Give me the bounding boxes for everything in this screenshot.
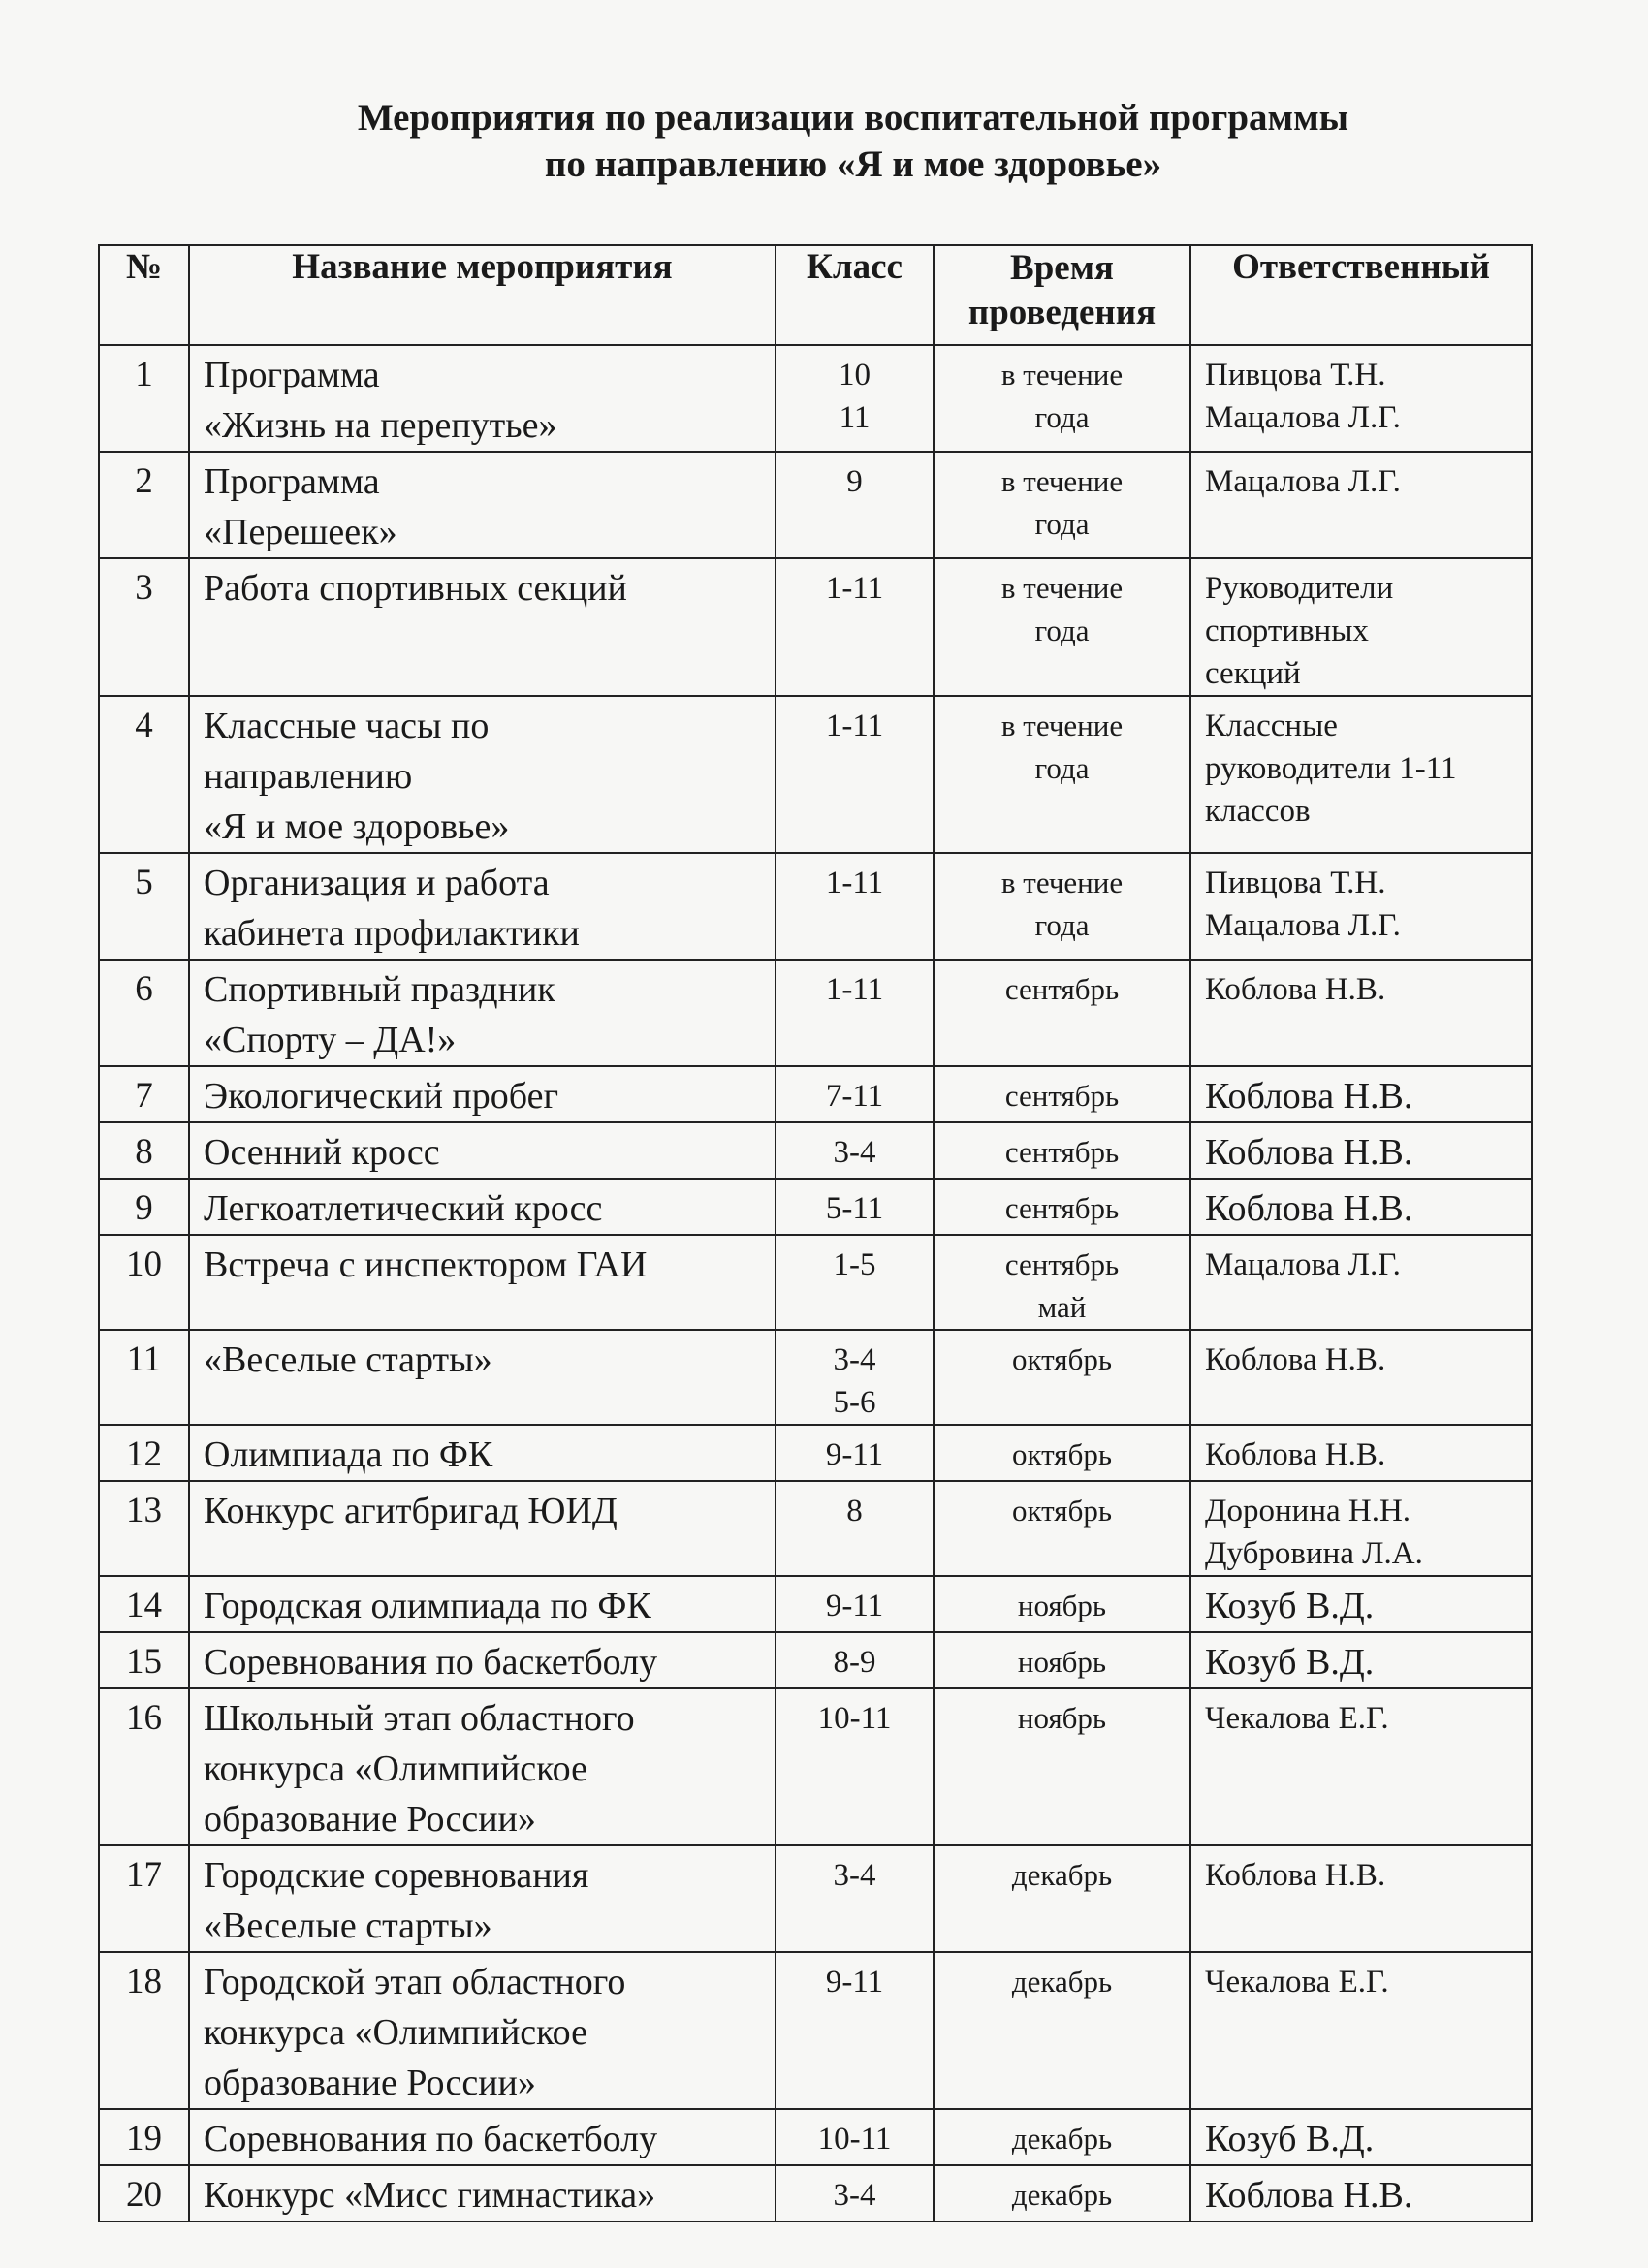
table-row [99,345,1532,452]
event-name: Встреча с инспектором ГАИ [189,1235,776,1330]
event-responsible: Пивцова Т.Н. Мацалова Л.Г. [1190,345,1532,452]
event-responsible: Коблова Н.В. [1190,1179,1532,1235]
table-row [99,696,1532,853]
event-responsible: Пивцова Т.Н. Мацалова Л.Г. [1190,853,1532,960]
event-name: Программа «Перешеек» [189,452,776,558]
header-class: Класс [776,245,934,345]
event-responsible: Коблова Н.В. [1190,2165,1532,2221]
event-name: Классные часы по направлению «Я и мое здоровье» [189,696,776,853]
event-time: в течение года [934,558,1190,696]
event-time: октябрь [934,1481,1190,1576]
row-number: 17 [99,1845,189,1952]
event-class: 3-4 [776,2165,934,2221]
row-number: 16 [99,1688,189,1845]
event-class: 3-4 5-6 [776,1330,934,1425]
event-name: Осенний кросс [189,1122,776,1179]
event-time: декабрь [934,1952,1190,2109]
event-class: 10-11 [776,2109,934,2165]
document-title [0,95,1648,188]
event-responsible: Козуб В.Д. [1190,1576,1532,1632]
event-responsible: Коблова Н.В. [1190,960,1532,1066]
row-number: 5 [99,853,189,960]
event-class: 7-11 [776,1066,934,1122]
event-responsible: Чекалова Е.Г. [1190,1688,1532,1845]
event-responsible: Мацалова Л.Г. [1190,1235,1532,1330]
row-number: 13 [99,1481,189,1576]
table-row [99,1952,1532,2109]
event-time: в течение года [934,853,1190,960]
title-line-1: Мероприятия по реализации воспитательной программы [357,97,1349,139]
event-name: «Веселые старты» [189,1330,776,1425]
row-number: 2 [99,452,189,558]
table-row [99,1481,1532,1576]
table-row [99,1235,1532,1330]
event-class: 1-11 [776,558,934,696]
table-row [99,1066,1532,1122]
event-class: 1-11 [776,853,934,960]
event-responsible: Классные руководители 1-11 классов [1190,696,1532,853]
table-row [99,1179,1532,1235]
row-number: 8 [99,1122,189,1179]
table-body [99,345,1532,2221]
event-time: в течение года [934,452,1190,558]
table-row [99,1122,1532,1179]
header-time: Время проведения [934,245,1190,345]
event-class: 5-11 [776,1179,934,1235]
table-row [99,1845,1532,1952]
event-class: 3-4 [776,1122,934,1179]
event-time: сентябрь [934,1066,1190,1122]
row-number: 1 [99,345,189,452]
table-row [99,2109,1532,2165]
event-responsible: Козуб В.Д. [1190,2109,1532,2165]
table-row [99,1425,1532,1481]
event-name: Экологический пробег [189,1066,776,1122]
table-row [99,1330,1532,1425]
event-name: Конкурс «Мисс гимнастика» [189,2165,776,2221]
table-row [99,1576,1532,1632]
header-row [99,245,1532,345]
event-name: Городская олимпиада по ФК [189,1576,776,1632]
event-time: октябрь [934,1330,1190,1425]
event-time: октябрь [934,1425,1190,1481]
table-row [99,1688,1532,1845]
event-name: Городской этап областного конкурса «Олимпийское образование России» [189,1952,776,2109]
event-time: ноябрь [934,1688,1190,1845]
row-number: 12 [99,1425,189,1481]
event-class: 9 [776,452,934,558]
row-number: 18 [99,1952,189,2109]
event-name: Спортивный праздник «Спорту – ДА!» [189,960,776,1066]
event-name: Организация и работа кабинета профилактики [189,853,776,960]
event-name: Легкоатлетический кросс [189,1179,776,1235]
event-class: 8-9 [776,1632,934,1688]
event-responsible: Козуб В.Д. [1190,1632,1532,1688]
event-name: Конкурс агитбригад ЮИД [189,1481,776,1576]
event-time: ноябрь [934,1632,1190,1688]
event-class: 1-11 [776,960,934,1066]
event-time: сентябрь [934,1122,1190,1179]
event-name: Работа спортивных секций [189,558,776,696]
event-class: 9-11 [776,1952,934,2109]
event-class: 10 11 [776,345,934,452]
table-row [99,452,1532,558]
header-number: № [99,245,189,345]
row-number: 9 [99,1179,189,1235]
event-responsible: Чекалова Е.Г. [1190,1952,1532,2109]
event-responsible: Коблова Н.В. [1190,1845,1532,1952]
event-time: в течение года [934,696,1190,853]
row-number: 3 [99,558,189,696]
row-number: 6 [99,960,189,1066]
row-number: 11 [99,1330,189,1425]
event-name: Городские соревнования «Веселые старты» [189,1845,776,1952]
event-responsible: Руководители спортивных секций [1190,558,1532,696]
event-name: Соревнования по баскетболу [189,1632,776,1688]
event-responsible: Доронина Н.Н. Дубровина Л.А. [1190,1481,1532,1576]
event-responsible: Мацалова Л.Г. [1190,452,1532,558]
event-time: сентябрь [934,960,1190,1066]
table-row [99,853,1532,960]
event-responsible: Коблова Н.В. [1190,1122,1532,1179]
row-number: 10 [99,1235,189,1330]
event-time: декабрь [934,1845,1190,1952]
header-responsible: Ответственный [1190,245,1532,345]
event-responsible: Коблова Н.В. [1190,1330,1532,1425]
title-line-2: по направлению «Я и мое здоровье» [544,143,1162,185]
table-row [99,2165,1532,2221]
row-number: 20 [99,2165,189,2221]
table-row [99,960,1532,1066]
event-class: 1-5 [776,1235,934,1330]
row-number: 7 [99,1066,189,1122]
event-responsible: Коблова Н.В. [1190,1425,1532,1481]
row-number: 15 [99,1632,189,1688]
event-class: 9-11 [776,1425,934,1481]
event-time: декабрь [934,2165,1190,2221]
event-class: 8 [776,1481,934,1576]
event-class: 1-11 [776,696,934,853]
event-responsible: Коблова Н.В. [1190,1066,1532,1122]
event-time: декабрь [934,2109,1190,2165]
events-table [98,244,1533,2222]
event-name: Олимпиада по ФК [189,1425,776,1481]
event-class: 10-11 [776,1688,934,1845]
event-time: ноябрь [934,1576,1190,1632]
event-name: Соревнования по баскетболу [189,2109,776,2165]
event-class: 3-4 [776,1845,934,1952]
row-number: 14 [99,1576,189,1632]
table-row [99,558,1532,696]
event-name: Школьный этап областного конкурса «Олимпийское образование России» [189,1688,776,1845]
event-class: 9-11 [776,1576,934,1632]
event-time: в течение года [934,345,1190,452]
event-time: сентябрь май [934,1235,1190,1330]
row-number: 4 [99,696,189,853]
row-number: 19 [99,2109,189,2165]
table-row [99,1632,1532,1688]
event-time: сентябрь [934,1179,1190,1235]
event-name: Программа «Жизнь на перепутье» [189,345,776,452]
header-event-name: Название мероприятия [189,245,776,345]
